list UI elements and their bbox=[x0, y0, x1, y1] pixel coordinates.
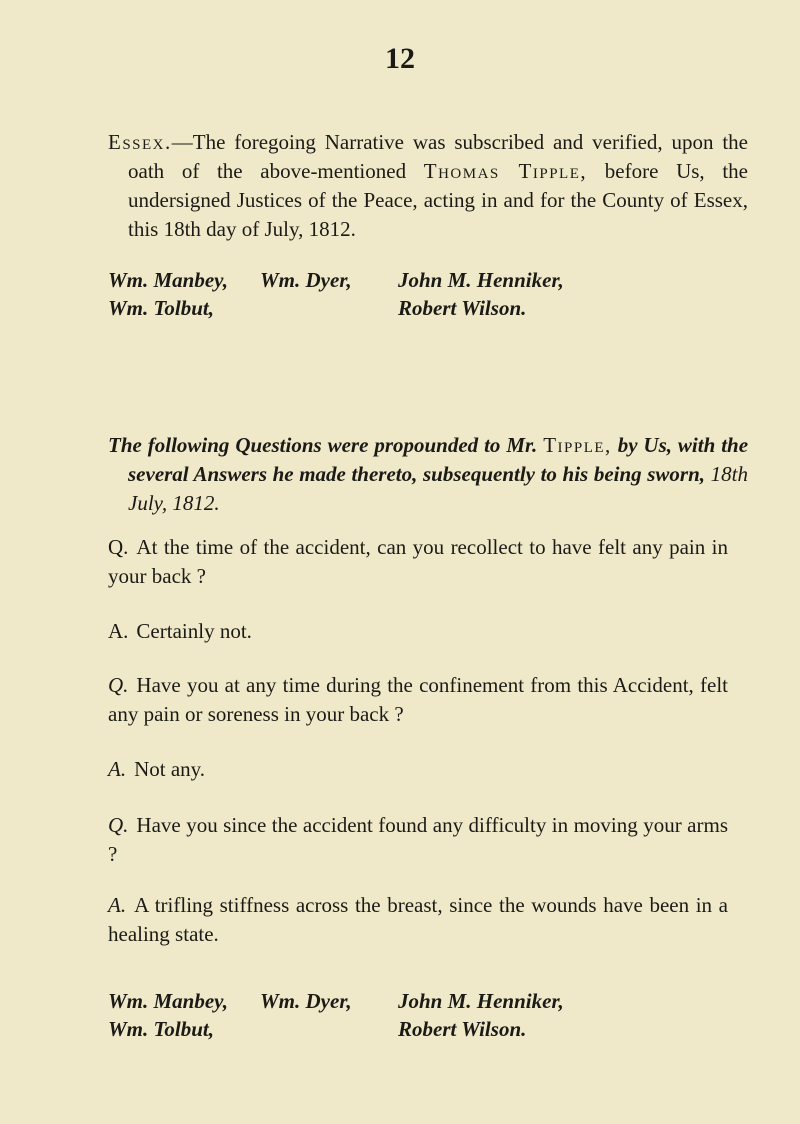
question-2 bbox=[108, 671, 728, 729]
qa-text: Certainly not. bbox=[136, 619, 252, 643]
intro-date: 18th July, 1812. bbox=[128, 462, 748, 515]
signature-block-1 bbox=[108, 266, 708, 322]
qa-label: A. bbox=[108, 619, 129, 643]
signature-row bbox=[108, 294, 708, 322]
intro-paragraph bbox=[108, 431, 748, 518]
signature-tolbut: Wm. Tolbut, bbox=[108, 1017, 215, 1041]
essex-paragraph bbox=[108, 128, 748, 244]
signature-henniker: John M. Henniker, bbox=[398, 268, 564, 292]
signature-dyer: Wm. Dyer, bbox=[260, 989, 352, 1013]
signature-tolbut: Wm. Tolbut, bbox=[108, 296, 215, 320]
signature-row bbox=[108, 266, 708, 294]
signature-wilson: Robert Wilson. bbox=[398, 296, 527, 320]
signature-manbey: Wm. Manbey, bbox=[108, 989, 228, 1013]
qa-text: A trifling stiffness across the breast, since the wounds have been in a healing state. bbox=[108, 893, 728, 946]
question-3 bbox=[108, 811, 728, 869]
page-number: 12 bbox=[385, 42, 415, 75]
intro-name: Tipple, bbox=[543, 433, 612, 457]
answer-3 bbox=[108, 891, 728, 949]
county-name: Essex. bbox=[108, 130, 172, 154]
question-1 bbox=[108, 533, 728, 591]
qa-text: At the time of the accident, can you recollect to have felt any pain in your back ? bbox=[108, 535, 728, 588]
answer-1 bbox=[108, 617, 728, 646]
intro-text-1: The following Questions were propounded to Mr. bbox=[108, 433, 538, 457]
qa-label: A. bbox=[108, 757, 127, 781]
signature-henniker: John M. Henniker, bbox=[398, 989, 564, 1013]
signature-wilson: Robert Wilson. bbox=[398, 1017, 527, 1041]
deponent-name: Thomas Tipple, bbox=[423, 159, 588, 183]
qa-label: Q. bbox=[108, 813, 129, 837]
answer-2 bbox=[108, 755, 728, 784]
intro-text-2: by Us, with the several Answers he made thereto, subsequently to his being sworn, bbox=[128, 433, 749, 486]
essex-text-2: before Us, the undersigned Justices of the Peace, acting in and for the County of Essex, this 18th day of July, 1812. bbox=[128, 159, 748, 241]
signature-row bbox=[108, 1015, 708, 1043]
qa-text: Have you at any time during the confinement from this Accident, felt any pain or soreness in your back ? bbox=[108, 673, 728, 726]
qa-text: Not any. bbox=[134, 757, 206, 781]
signature-row bbox=[108, 987, 708, 1015]
essex-text-1: —The foregoing Narrative was subscribed and verified, upon the oath of the above-mentioned bbox=[128, 130, 748, 183]
signature-block-2 bbox=[108, 987, 708, 1043]
qa-text: Have you since the accident found any difficulty in moving your arms ? bbox=[108, 813, 728, 866]
qa-label: Q. bbox=[108, 673, 129, 697]
signature-dyer: Wm. Dyer, bbox=[260, 268, 352, 292]
qa-label: A. bbox=[108, 893, 127, 917]
qa-label: Q. bbox=[108, 535, 129, 559]
signature-manbey: Wm. Manbey, bbox=[108, 268, 228, 292]
